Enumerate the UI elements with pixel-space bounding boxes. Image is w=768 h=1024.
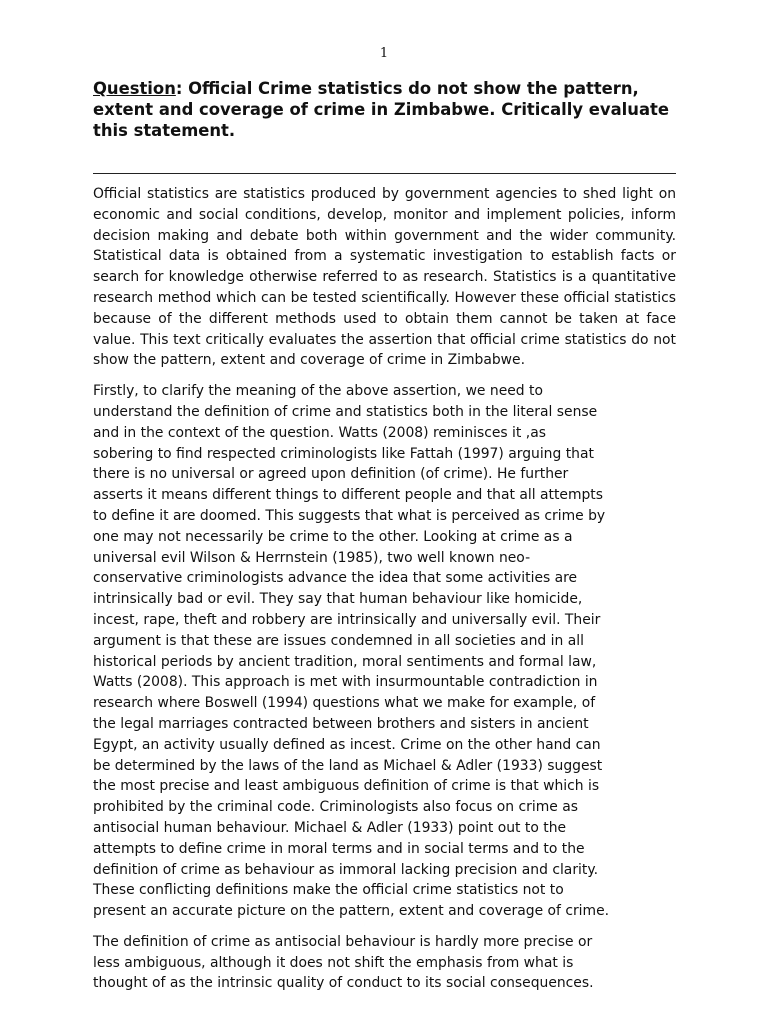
paragraph-2-line: asserts it means different things to different people and that all attempts [93, 487, 603, 504]
paragraph-2-line: sobering to find respected criminologists like Fattah (1997) arguing that [93, 445, 594, 462]
paragraph-2-line: one may not necessarily be crime to the other. Looking at crime as a [93, 528, 573, 545]
paragraph-2-line: prohibited by the criminal code. Criminologists also focus on crime as [93, 799, 578, 816]
paragraph-2-line: the most precise and least ambiguous definition of crime is that which is [93, 778, 600, 795]
paragraph-2-line: historical periods by ancient tradition, moral sentiments and formal law, [93, 653, 597, 670]
paragraph-2-line: antisocial human behaviour. Michael & Adler (1933) point out to the [93, 819, 567, 836]
paragraph-2-line: conservative criminologists advance the idea that some activities are [93, 570, 578, 587]
paragraph-2-line: definition of crime as behaviour as immoral lacking precision and clarity. [93, 861, 598, 878]
question-text: : Official Crime statistics do not show the pattern, extent and coverage of crime in Zimbabwe. Critically evaluate this statement. [93, 79, 669, 140]
paragraph-3-line: less ambiguous, although it does not shift the emphasis from what is [93, 954, 574, 971]
paragraph-2-line: Firstly, to clarify the meaning of the above assertion, we need to [93, 383, 543, 400]
page-number: 1 [379, 46, 389, 61]
question-label: Question [93, 79, 176, 98]
paragraph-3-line: The definition of crime as antisocial behaviour is hardly more precise or [93, 933, 593, 950]
paragraph-1: Official statistics are statistics produced by government agencies to shed light on economic and social conditions, develop, monitor and implement policies, inform decision making and debate both within government and the wider community. Statistical data is obtained from a systematic investigation to establish facts or search for knowledge otherwise referred to as research. Statistics is a quantitative research method which can be tested scientifically. However these official statistics because of the different methods used to obtain them cannot be taken at face value. This text critically evaluates the assertion that official crime statistics do not show the pattern, extent and coverage of crime in Zimbabwe. [93, 186, 676, 369]
document-body [93, 184, 676, 1004]
paragraph-2-line: intrinsically bad or evil. They say that human behaviour like homicide, [93, 591, 583, 608]
paragraph-2-line: the legal marriages contracted between brothers and sisters in ancient [93, 715, 589, 732]
paragraph-2 [93, 381, 676, 922]
paragraph-2-line: argument is that these are issues condemned in all societies and in all [93, 632, 584, 649]
horizontal-rule [93, 173, 676, 174]
paragraph-2-line: Watts (2008). This approach is met with insurmountable contradiction in [93, 674, 598, 691]
paragraph-2-line: to define it are doomed. This suggests that what is perceived as crime by [93, 507, 606, 524]
paragraph-3 [93, 932, 676, 994]
paragraph-2-line: research where Boswell (1994) questions what we make for example, of [93, 695, 596, 712]
paragraph-2-line: be determined by the laws of the land as Michael & Adler (1933) suggest [93, 757, 603, 774]
paragraph-2-line: incest, rape, theft and robbery are intrinsically and universally evil. Their [93, 611, 601, 628]
paragraph-2-line: These conflicting definitions make the official crime statistics not to [93, 882, 564, 899]
paragraph-2-line: Egypt, an activity usually defined as incest. Crime on the other hand can [93, 736, 601, 753]
paragraph-2-line: attempts to define crime in moral terms and in social terms and to the [93, 840, 585, 857]
paragraph-2-line: universal evil Wilson & Herrnstein (1985), two well known neo- [93, 549, 531, 566]
paragraph-2-line: there is no universal or agreed upon definition (of crime). He further [93, 466, 569, 483]
paragraph-2-line: present an accurate picture on the pattern, extent and coverage of crime. [93, 903, 610, 920]
paragraph-2-line: and in the context of the question. Watts (2008) reminisces it ,as [93, 424, 546, 441]
paragraph-3-line: thought of as the intrinsic quality of conduct to its social consequences. [93, 975, 594, 992]
paragraph-2-line: understand the definition of crime and statistics both in the literal sense [93, 403, 598, 420]
question-heading [93, 78, 683, 141]
